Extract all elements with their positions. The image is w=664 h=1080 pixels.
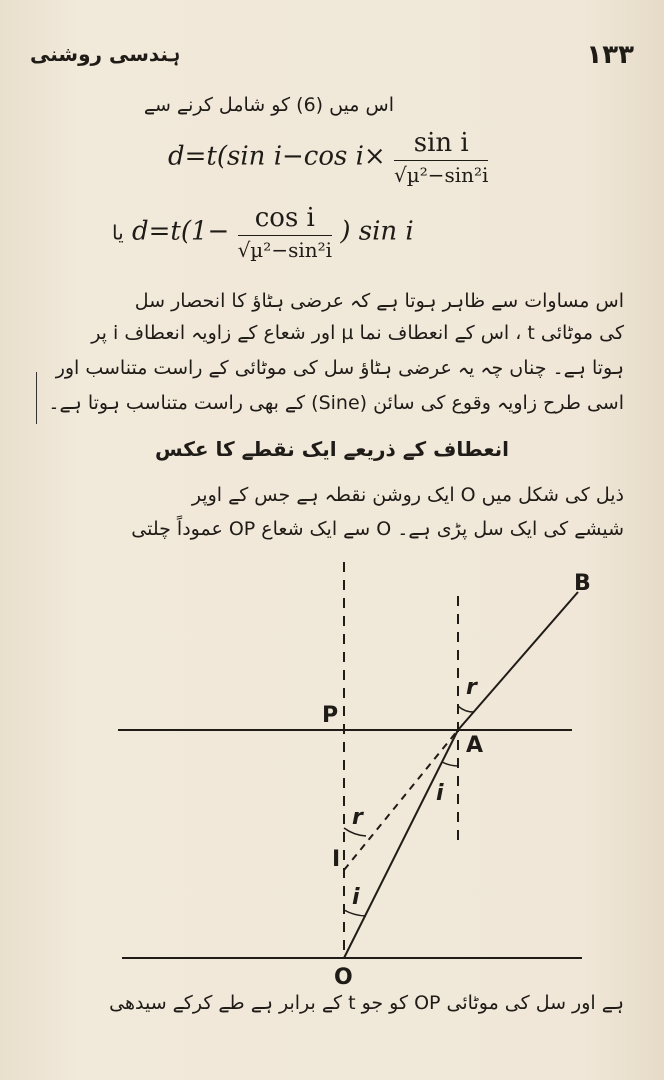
eq2-denominator: √µ²−sin²i xyxy=(237,238,333,262)
running-header xyxy=(30,40,634,80)
label-i-low: i xyxy=(352,885,360,910)
refraction-diagram xyxy=(0,560,664,1000)
eq1-lhs: d=t(sin i−cos i× xyxy=(168,141,386,172)
eq2-numerator: cos i xyxy=(238,203,332,236)
label-B: B xyxy=(574,571,591,596)
paragraph-line-1: اس مساوات سے ظاہر ہوتا ہے کہ عرضی ہٹاؤ کا انحصار سل xyxy=(134,290,624,312)
paragraph-line-4: اسی طرح زاویہ وقوع کی سائن (Sine) کے بھی راست متناسب ہوتا ہے۔ xyxy=(48,392,624,414)
label-I: I xyxy=(332,847,341,872)
page-title: ہندسی روشنی xyxy=(30,42,181,66)
intro-line: اس میں (6) کو شامل کرنے سے xyxy=(143,94,394,116)
label-i-right: i xyxy=(436,781,444,806)
label-O: O xyxy=(334,965,353,990)
label-r-top: r xyxy=(466,675,477,700)
eq2-lhs: d=t(1− xyxy=(131,216,230,247)
equation-1 xyxy=(168,128,488,187)
angle-arc-i-low xyxy=(344,910,366,916)
paragraph-line-6: شیشے کی ایک سل پڑی ہے۔ O سے ایک شعاع OP عموداً چلتی xyxy=(131,518,624,540)
paragraph-line-2: کی موٹائی t ، اس کے انعطاف نما µ اور شعاع کے زاویہ انعطاف i پر xyxy=(91,322,624,344)
eq2-prefix: یا xyxy=(112,220,124,245)
label-P: P xyxy=(322,703,339,728)
paragraph-line-3: ہوتا ہے۔ چناں چہ یہ عرضی ہٹاؤ سل کی موٹائی کے راست متناسب اور xyxy=(55,357,624,379)
emergent-ray-ab xyxy=(458,592,578,730)
eq2-fraction xyxy=(238,203,332,262)
eq2-rhs: ) sin i xyxy=(340,216,414,247)
eq1-numerator: sin i xyxy=(394,128,488,161)
label-A: A xyxy=(466,733,484,758)
page-number: ۱۳۳ xyxy=(586,40,634,70)
label-r-mid: r xyxy=(352,805,363,830)
paragraph-line-5: ذیل کی شکل میں O ایک روشن نقطہ ہے جس کے اوپر xyxy=(191,484,624,506)
eq1-fraction xyxy=(394,128,488,187)
eq1-denominator: √µ²−sin²i xyxy=(393,163,489,187)
refracted-ray-oa xyxy=(344,730,458,958)
section-heading: انعطاف کے ذریعے ایک نقطے کا عکس xyxy=(155,437,509,461)
paragraph-line-7: ہے اور سل کی موٹائی OP کو جو t کے برابر ہے طے کرکے سیدھی xyxy=(109,992,624,1014)
angle-arc-r-top xyxy=(458,706,474,712)
equation-2 xyxy=(112,203,414,262)
angle-arc-i-right xyxy=(442,762,458,766)
margin-mark xyxy=(36,372,37,424)
